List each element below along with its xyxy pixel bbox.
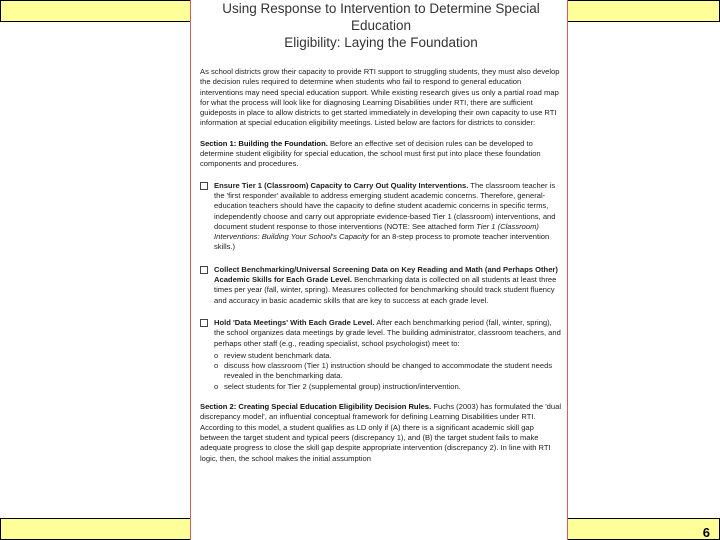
item1-heading: Ensure Tier 1 (Classroom) Capacity to Carry Out Quality Interventions. [214, 180, 469, 190]
document-title-line2: Eligibility: Laying the Foundation [284, 35, 478, 50]
item3-heading: Hold 'Data Meetings' With Each Grade Level. [214, 317, 375, 327]
checkbox-icon [200, 266, 208, 274]
document-page [190, 0, 568, 540]
section1-paragraph [200, 139, 562, 170]
foundation-item-1 [200, 181, 562, 253]
subitem-text: discuss how classroom (Tier 1) instruction should be changed to accommodate the student needs revealed in the benchmarking data. [224, 361, 553, 381]
foundation-item-3 [200, 318, 562, 349]
item1-tail: for an 8-step process to promote teacher intervention skills.) [214, 232, 550, 252]
bullet-icon: o [214, 361, 219, 371]
section1-heading: Section 1: Building the Foundation. [200, 138, 328, 148]
item2-heading: Collect Benchmarking/Universal Screening Data on Key Reading and Math (and Perhaps Other) Academic Skills for Each Grade Level. [214, 264, 558, 285]
item3-text: After each benchmarking period (fall, winter, spring), the school organizes data meetings by grade level. The building administrator, classroom teachers, and perhaps other staff (e.g., reading specialist, school psychologist) meet to: [214, 317, 561, 348]
intro-paragraph: As school districts grow their capacity to provide RTI support to struggling students, they must also develop the decision rules required to determine when students who fail to respond to general education interventions may need special education support. While existing research gives us only a partial road map for what the process will look like for diagnosing Learning Disabilities under RTI, there are sufficient guideposts in place to allow districts to get started immediately in developing their own capacity to use RTI information at special education eligibility meetings. Listed below are factors for districts to consider: [200, 67, 560, 128]
subitem-2 [200, 361, 562, 382]
foundation-item-2 [200, 265, 562, 306]
bullet-icon: o [214, 350, 219, 360]
subitem-1 [200, 351, 562, 361]
section2-heading: Section 2: Creating Special Education Eligibility Decision Rules. [200, 402, 432, 412]
subitem-3 [200, 382, 562, 392]
document-content [200, 0, 562, 464]
checkbox-icon [200, 182, 208, 190]
section1-text: Before an effective set of decision rules can be developed to determine student eligibility for special education, the school must first put into place these foundation components and procedures. [200, 138, 541, 169]
checkbox-icon [200, 319, 208, 327]
item2-text: Benchmarking data is collected on all students at least three times per year (fall, winter, spring). Measures collected for benchmarking should track student fluency and accuracy in basic academic skills that are key to success at each grade level. [214, 275, 557, 305]
bullet-icon: o [214, 381, 219, 391]
section2-text: Fuchs (2003) has formulated the 'dual discrepancy model', an influential conceptual framework for defining Learning Disabilities under RTI. According to this model, a student qualifies as LD only if (A) there is a significant academic skill gap between the target student and typical peers (discrepancy 1), and (B) the target student fails to make adequate progress to close the skill gap despite appropriate intervention (discrepancy 2). In line with RTI logic, then, the school makes the initial assumption [200, 402, 562, 463]
section2-paragraph [200, 402, 562, 464]
slide-number: 6 [702, 525, 710, 540]
document-title-line1: Using Response to Intervention to Determine Special Education [222, 1, 540, 33]
subitem-text: review student benchmark data. [224, 350, 332, 360]
subitem-text: select students for Tier 2 (supplemental group) instruction/intervention. [224, 381, 461, 391]
item1-text: The classroom teacher is the 'first responder' available to address emerging student academic concerns. Therefore, general-education teachers should have the capacity to define student academic concerns in specific terms, independently choose and carry out appropriate evidence-based Tier 1 (classroom) interventions, and document student response to those interventions (NOTE: See attached form [214, 180, 556, 231]
item1-form-title: Tier 1 (Classroom) Interventions: Building Your School's Capacity [214, 221, 539, 242]
